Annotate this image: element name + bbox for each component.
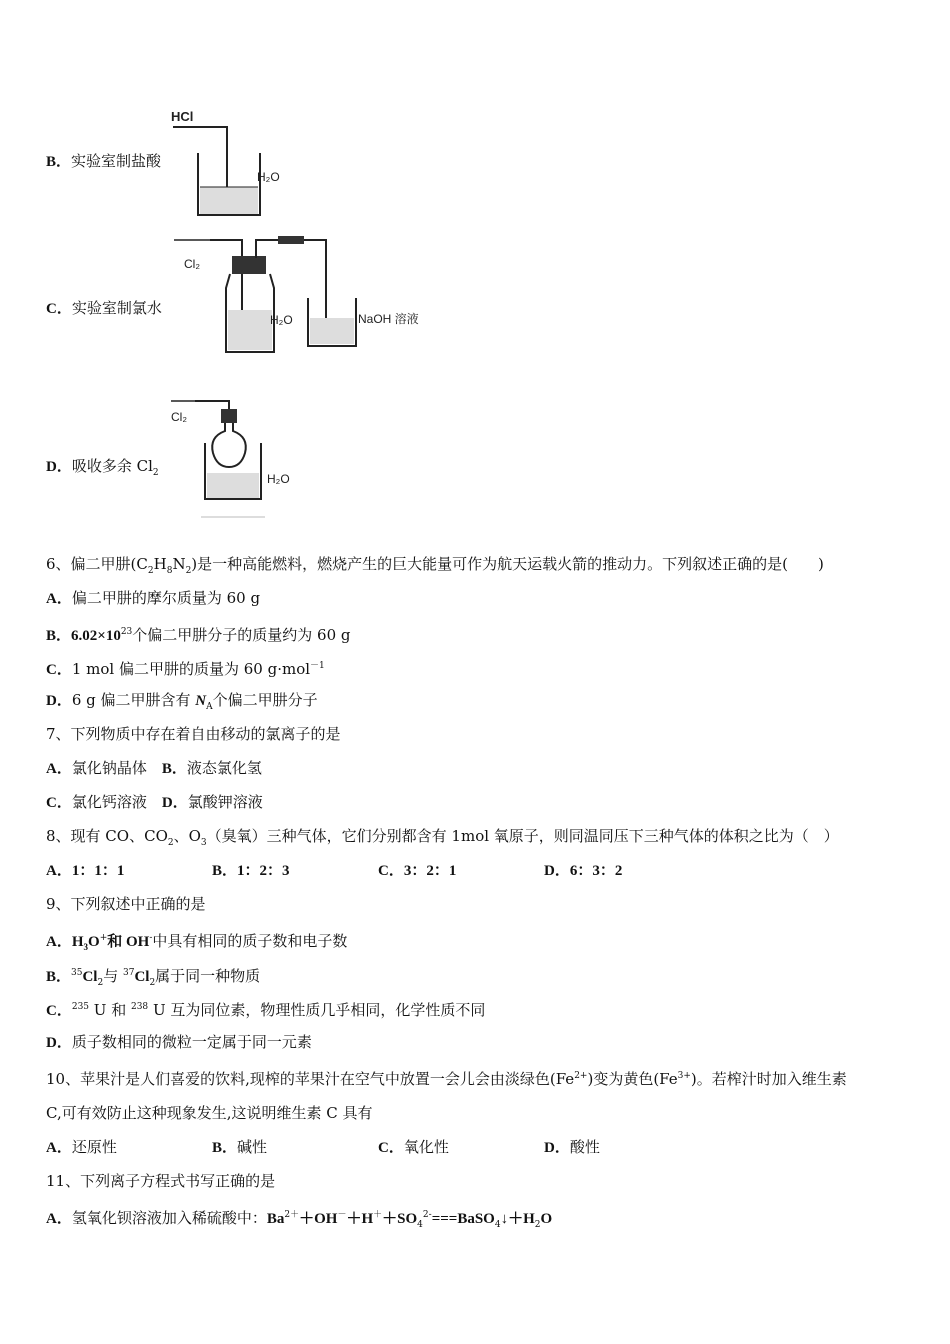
q9-option-b[interactable] [46, 963, 260, 993]
option-label: D． [46, 693, 72, 709]
liquid-label: H₂O [267, 472, 290, 486]
option-label: B． [46, 969, 72, 985]
q6-option-d[interactable] [46, 690, 318, 717]
q6-option-c[interactable] [46, 656, 325, 680]
gas-label: Cl₂ [171, 410, 187, 424]
option-label: D． [544, 1140, 570, 1156]
formula: Cl [82, 969, 98, 985]
option-label: C． [46, 1003, 72, 1019]
q8-option-c[interactable] [378, 860, 544, 881]
q8-stem [46, 826, 839, 853]
option-b-prev [46, 151, 161, 172]
subscript: 3 [83, 942, 89, 952]
formula: 和 OH [107, 934, 150, 950]
option-text: 氢氧化钡溶液加入稀硫酸中： [71, 1209, 267, 1227]
option-text: 还原性 [71, 1138, 117, 1156]
q7-option-c[interactable] [46, 793, 147, 811]
option-label: C． [46, 795, 72, 811]
subscript: A [206, 702, 213, 712]
option-label: D． [46, 1035, 72, 1051]
q8-option-a[interactable] [46, 860, 212, 881]
equation-part: ===BaSO [431, 1211, 495, 1227]
subscript: 8 [166, 566, 173, 576]
subscript: 4 [494, 1220, 501, 1230]
q7-options-row2 [46, 792, 263, 813]
option-label: A． [46, 1211, 72, 1227]
mass-number: 238 [130, 1002, 149, 1012]
mass-number: 235 [71, 1002, 90, 1012]
stem-part: )。若榨汁时加入维生素 [690, 1070, 847, 1088]
q6-option-b[interactable] [46, 622, 351, 646]
subscript: 2 [152, 468, 159, 478]
q7-options-row1 [46, 758, 262, 779]
stem-part: )变为黄色(Fe [587, 1070, 678, 1088]
q8-option-d[interactable] [544, 860, 622, 881]
superscript: 23 [120, 627, 133, 637]
q10-option-c[interactable] [378, 1137, 544, 1158]
mass-number: 35 [71, 968, 83, 978]
q10-stem-line1 [46, 1066, 847, 1089]
option-label: A． [46, 1140, 72, 1156]
option-text: 6 g 偏二甲肼含有 [71, 691, 196, 709]
option-text: 3：2：1 [403, 863, 457, 879]
option-text: 氧化性 [403, 1138, 449, 1156]
option-text: 属于同一种物质 [155, 967, 261, 985]
q7-option-d[interactable] [162, 793, 263, 811]
superscript: 2- [422, 1210, 432, 1220]
option-text: 氯化钠晶体 [71, 759, 147, 777]
option-label: C． [378, 1140, 404, 1156]
q9-option-a[interactable] [46, 928, 347, 957]
equation-part: Ba [266, 1211, 285, 1227]
option-text: 1：1：1 [71, 863, 125, 879]
funnel-shape [212, 423, 246, 467]
option-label: C． [378, 863, 404, 879]
q8-option-b[interactable] [212, 860, 378, 881]
stem-part: 、O [173, 827, 201, 845]
option-text: 1 mol 偏二甲肼的质量为 60 g·mol [71, 660, 311, 678]
option-label: B． [212, 863, 238, 879]
subscript: 2 [534, 1220, 541, 1230]
q8-options [46, 860, 622, 881]
q10-option-a[interactable] [46, 1137, 212, 1158]
option-text: 实验室制盐酸 [71, 152, 162, 170]
formula: O [88, 934, 100, 950]
stem-part: 10、苹果汁是人们喜爱的饮料,现榨的苹果汁在空气中放置一会儿会由淡绿色(Fe [46, 1070, 575, 1088]
equation-part: ＋OH [299, 1211, 338, 1227]
subscript: 2 [97, 978, 104, 988]
liquid-label: H₂O [257, 170, 280, 184]
stem-part: 8、现有 CO、CO [46, 827, 168, 845]
option-c-prev [46, 298, 162, 319]
q9-option-c[interactable] [46, 997, 485, 1021]
option-label: A． [46, 761, 72, 777]
option-text: 个偏二甲肼分子的质量约为 60 g [132, 626, 351, 644]
option-text: 个偏二甲肼分子 [212, 691, 318, 709]
gas-label: HCl [171, 109, 194, 124]
liquid-label-2: NaOH 溶液 [358, 312, 419, 326]
superscript: + [99, 933, 108, 943]
q11-option-a[interactable] [46, 1205, 552, 1235]
equation-part: O [540, 1211, 553, 1227]
option-label: B． [161, 761, 187, 777]
superscript: － [337, 1210, 347, 1220]
option-d-prev [46, 456, 159, 483]
option-text: 中具有相同的质子数和电子数 [152, 932, 348, 950]
liquid-label-1: H₂O [270, 313, 293, 327]
gas-absorption-figure [165, 395, 315, 525]
q9-stem: 9、下列叙述中正确的是 [46, 895, 206, 913]
superscript: ＋ [373, 1210, 383, 1220]
option-label: A． [46, 591, 72, 607]
formula: Cl [134, 969, 150, 985]
option-label: D． [46, 459, 72, 475]
subscript: 2 [185, 566, 192, 576]
option-text: U 和 [89, 1001, 131, 1019]
stem-part: （臭氧）三种气体，它们分别都含有 1mol 氧原子，则同温同压下三种气体的体积之比为（ ） [206, 827, 839, 845]
stem-part: H [153, 555, 167, 573]
stem-part: )是一种高能燃料，燃烧产生的巨大能量可作为航天运载火箭的推动力。下列叙述正确的是( ) [191, 555, 824, 573]
mass-number: 37 [122, 968, 135, 978]
stopper-shape [232, 256, 266, 274]
option-text: 吸收多余 Cl [71, 457, 153, 475]
option-text: U 互为同位素，物理性质几乎相同，化学性质不同 [148, 1001, 486, 1019]
water-fill [200, 187, 258, 214]
option-label: A． [46, 863, 72, 879]
option-text: 氯酸钾溶液 [187, 793, 263, 811]
formula: H [71, 934, 84, 950]
q7-option-b[interactable] [162, 759, 262, 777]
q9-option-d[interactable] [46, 1032, 312, 1053]
subscript: 2 [147, 566, 154, 576]
q7-stem: 7、下列物质中存在着自由移动的氯离子的是 [46, 725, 341, 743]
subscript: 2 [167, 838, 174, 848]
option-label: B． [46, 154, 72, 170]
equation-part: ＋SO [382, 1211, 418, 1227]
q6-option-a[interactable] [46, 588, 260, 609]
hcl-apparatus-figure [165, 105, 300, 223]
option-label: C． [46, 662, 72, 678]
q6-stem [46, 554, 824, 581]
equation-part: ↓＋H [500, 1211, 535, 1227]
q10-option-d[interactable] [544, 1137, 600, 1158]
q7-option-a[interactable] [46, 759, 147, 777]
superscript: - [149, 933, 153, 943]
option-text: 碱性 [237, 1138, 268, 1156]
subscript: 4 [417, 1220, 423, 1230]
option-label: C． [46, 301, 72, 317]
superscript: 2＋ [284, 1210, 300, 1220]
option-text: 酸性 [569, 1138, 600, 1156]
option-label: A． [46, 934, 72, 950]
option-label: D． [161, 795, 188, 811]
option-text: 氯化钙溶液 [71, 793, 147, 811]
option-text: 液态氯化氢 [186, 759, 262, 777]
option-text: 6：3：2 [569, 863, 623, 879]
q10-option-b[interactable] [212, 1137, 378, 1158]
stem-part: 6、偏二甲肼(C [46, 555, 148, 573]
chlorine-water-figure [170, 228, 450, 358]
subscript: 3 [200, 838, 207, 848]
superscript: 3+ [677, 1071, 691, 1081]
subscript: 2 [149, 978, 156, 988]
option-label: B． [46, 628, 72, 644]
option-label: B． [212, 1140, 238, 1156]
gas-label: Cl₂ [184, 257, 200, 271]
option-text: 偏二甲肼的摩尔质量为 60 g [71, 589, 261, 607]
option-text: 实验室制氯水 [71, 299, 162, 317]
q10-options [46, 1137, 600, 1158]
option-text: 1：2：3 [237, 863, 290, 879]
option-text: 6.02×10 [71, 628, 121, 644]
option-text: 质子数相同的微粒一定属于同一元素 [71, 1033, 312, 1051]
stem-part: N [172, 555, 186, 573]
q10-stem-line2: C,可有效防止这种现象发生,这说明维生素 C 具有 [46, 1104, 373, 1122]
superscript: 2+ [574, 1071, 588, 1081]
q11-stem: 11、下列离子方程式书写正确的是 [46, 1172, 276, 1190]
option-label: D． [544, 863, 570, 879]
avogadro-symbol: N [195, 693, 207, 709]
option-text: 与 [103, 967, 123, 985]
equation-part: ＋H [346, 1211, 374, 1227]
superscript: －1 [310, 661, 325, 671]
